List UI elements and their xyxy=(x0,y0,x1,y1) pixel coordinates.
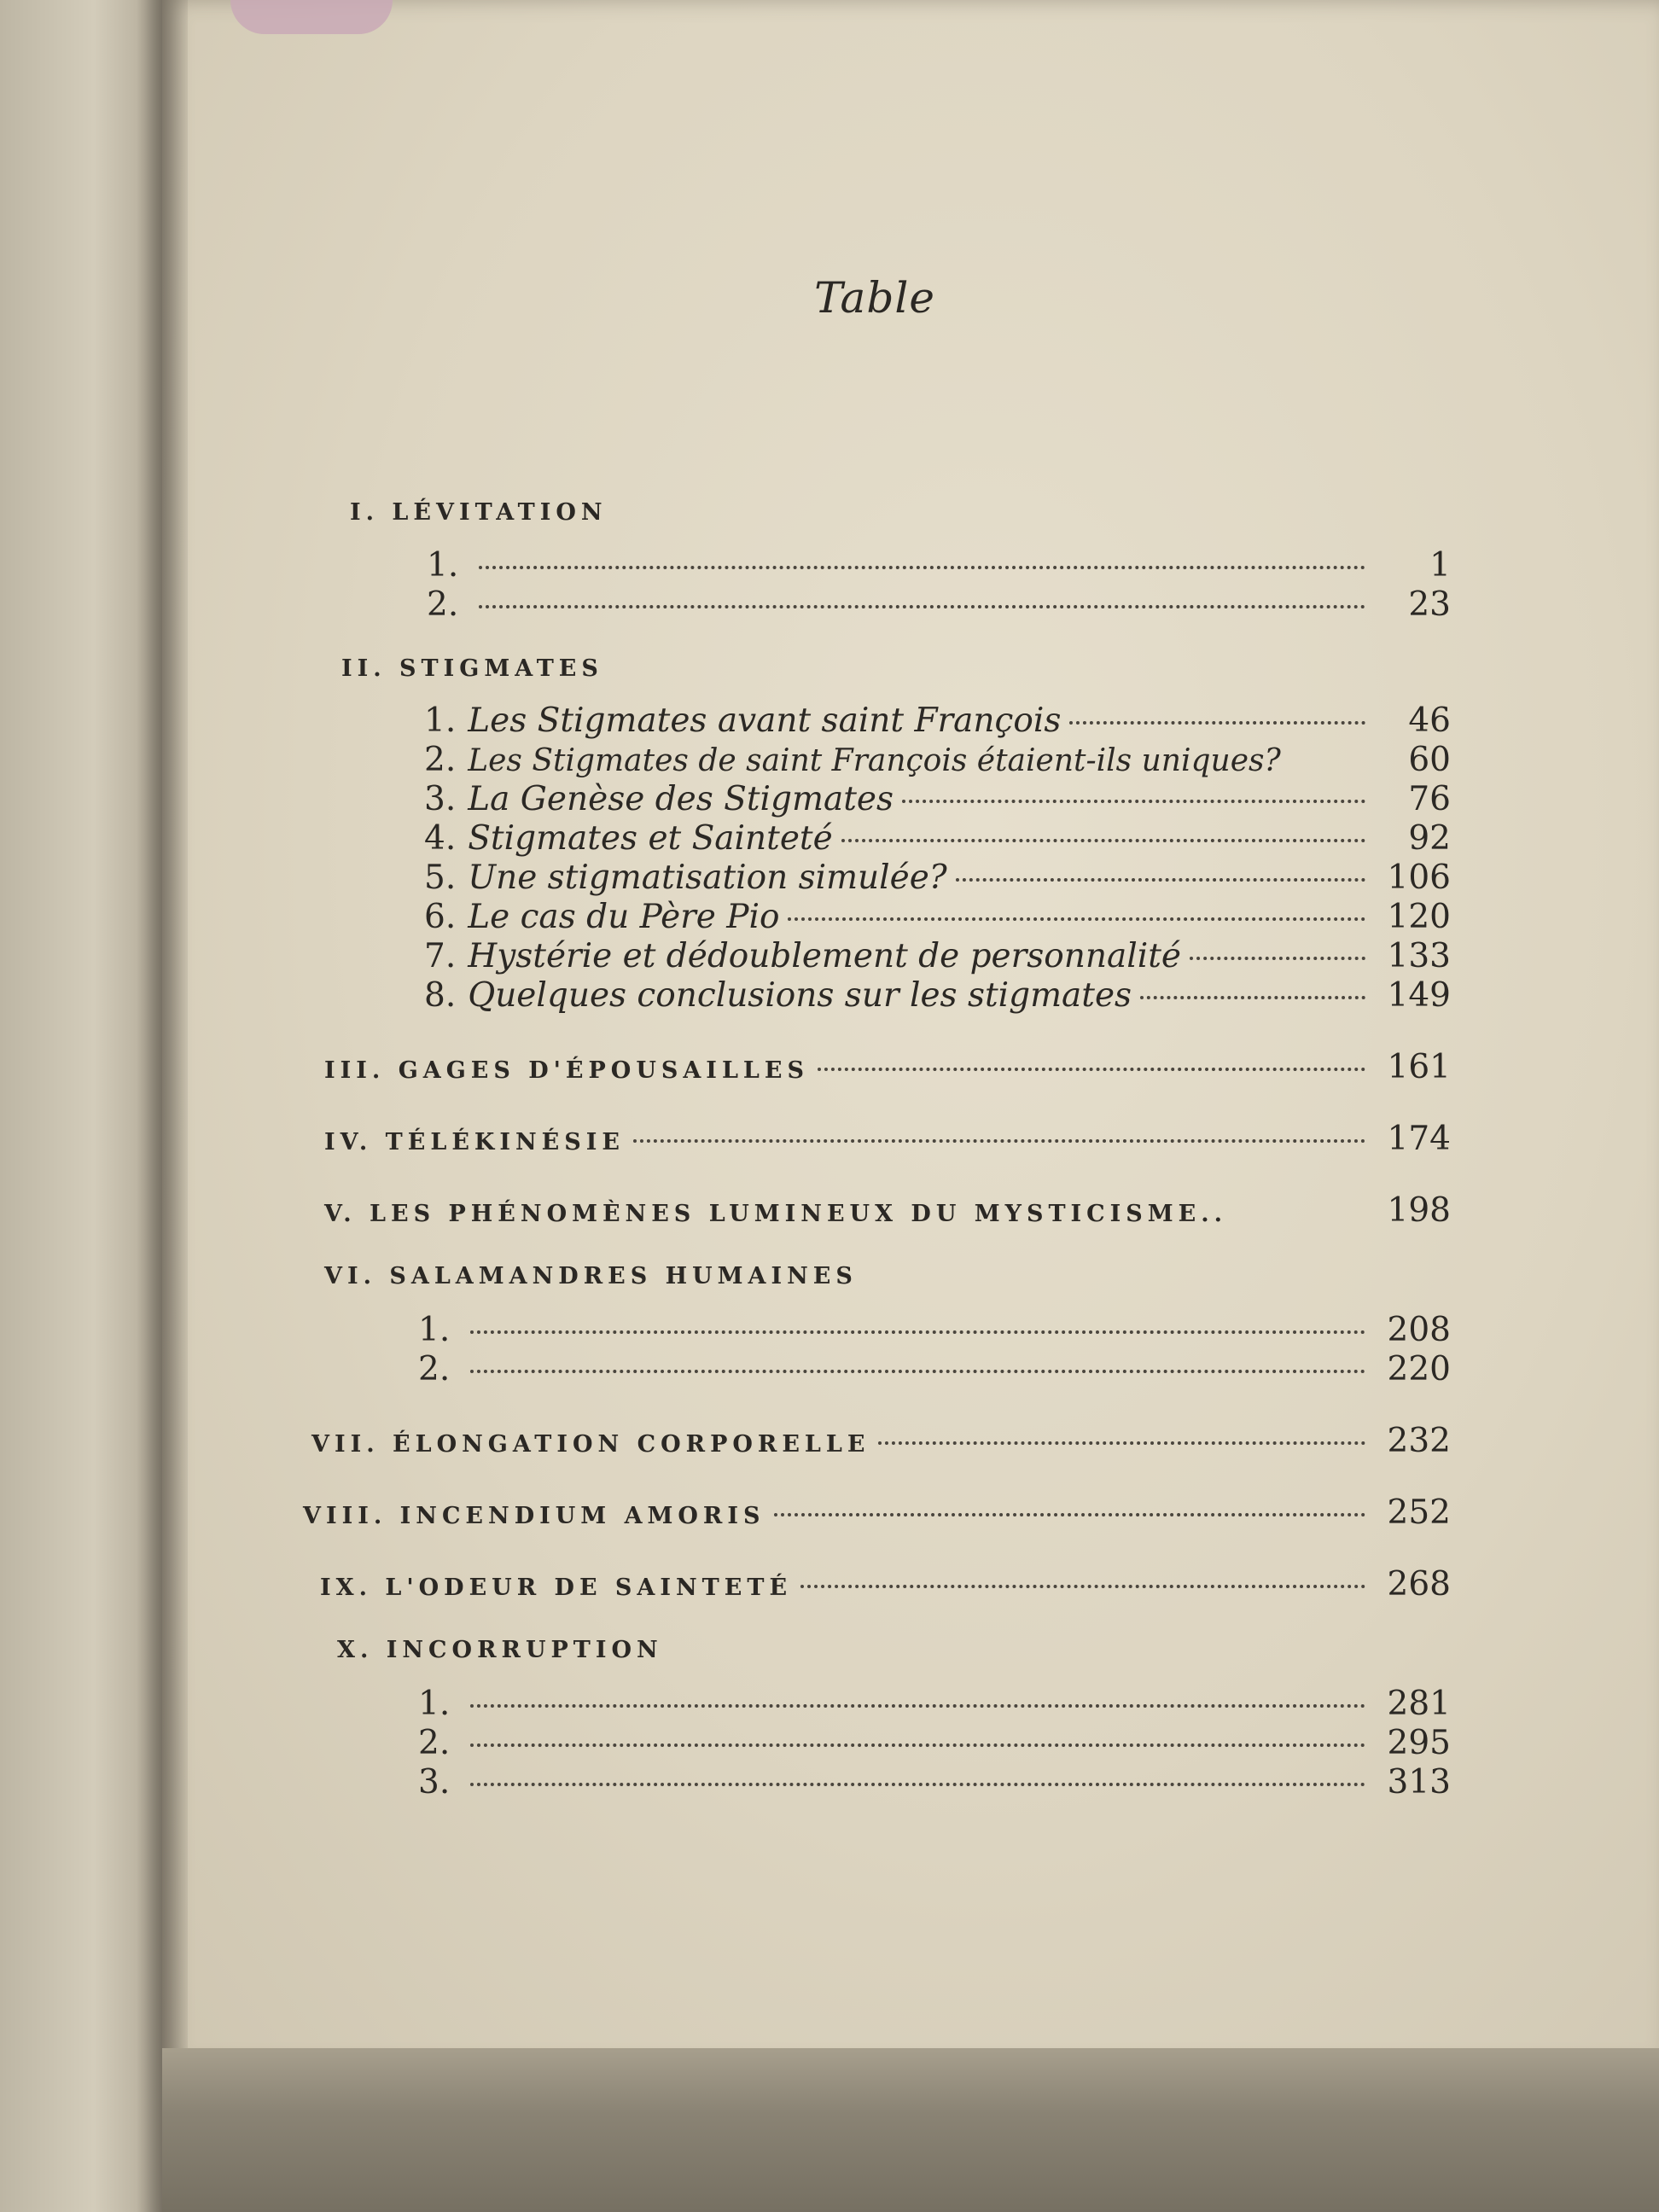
page-number: 76 xyxy=(1408,780,1451,818)
page-number: 60 xyxy=(1408,741,1451,779)
toc-chapter-9 xyxy=(320,1565,1451,1604)
dot-leader xyxy=(470,1743,1365,1747)
entry-title: Quelques conclusions sur les stigmates xyxy=(468,976,1132,1015)
page-number: 174 xyxy=(1387,1120,1451,1158)
page-number: 46 xyxy=(1408,701,1451,740)
chapter-heading: V. LES PHÉNOMÈNES LUMINEUX DU MYSTICISME.. xyxy=(324,1201,1228,1227)
entry-number: 4. xyxy=(424,819,457,858)
entry-number: 2. xyxy=(424,741,457,779)
entry-number: 2. xyxy=(418,1724,451,1762)
toc-chapter-8 xyxy=(303,1493,1451,1532)
chapter-heading: IV. TÉLÉKINÉSIE xyxy=(324,1129,625,1155)
dot-leader xyxy=(479,605,1365,608)
toc-entry xyxy=(427,585,1451,624)
dot-leader xyxy=(470,1330,1365,1334)
dot-leader xyxy=(633,1139,1365,1143)
toc-entry xyxy=(418,1685,1451,1723)
entry-title: Les Stigmates avant saint François xyxy=(468,701,1062,740)
toc-entry xyxy=(418,1311,1451,1349)
page-number: 133 xyxy=(1387,937,1451,975)
dot-leader xyxy=(1140,996,1365,999)
entry-number: 1. xyxy=(418,1685,451,1723)
toc-chapter-3 xyxy=(324,1048,1451,1086)
dot-leader xyxy=(956,878,1365,882)
toc-entry xyxy=(424,898,1451,936)
dot-leader xyxy=(1190,957,1365,960)
entry-number: 7. xyxy=(424,937,457,975)
page-number: 92 xyxy=(1408,819,1451,858)
entry-title: La Genèse des Stigmates xyxy=(468,780,894,818)
page-number: 198 xyxy=(1387,1191,1451,1230)
toc-entry xyxy=(418,1350,1451,1388)
toc-chapter-7 xyxy=(311,1422,1451,1460)
toc-chapter-4 xyxy=(324,1120,1451,1158)
entry-title: Stigmates et Sainteté xyxy=(468,819,833,858)
toc-chapter-1 xyxy=(350,499,1442,526)
toc-chapter-5 xyxy=(324,1191,1451,1230)
dot-leader xyxy=(902,800,1365,803)
entry-title: Les Stigmates de saint François étaient-ils uniques? xyxy=(468,743,1281,778)
entry-number: 8. xyxy=(424,976,457,1015)
page-number: 120 xyxy=(1387,898,1451,936)
toc-entry xyxy=(424,741,1451,779)
dot-leader xyxy=(470,1370,1365,1373)
toc-entry xyxy=(424,701,1451,740)
dot-leader xyxy=(800,1585,1365,1588)
page-number: 220 xyxy=(1387,1350,1451,1388)
page-number: 268 xyxy=(1387,1565,1451,1604)
entry-number: 1. xyxy=(418,1311,451,1349)
chapter-heading: VII. ÉLONGATION CORPORELLE xyxy=(311,1431,870,1458)
toc-entry xyxy=(424,819,1451,858)
toc-chapter-10 xyxy=(337,1637,1451,1663)
toc-entry xyxy=(418,1724,1451,1762)
entry-number: 1. xyxy=(424,701,457,740)
chapter-heading: VIII. INCENDIUM AMORIS xyxy=(303,1503,765,1529)
page-number: 208 xyxy=(1387,1311,1451,1349)
dot-leader xyxy=(470,1704,1365,1708)
toc-entry xyxy=(424,976,1451,1015)
page-number: 106 xyxy=(1387,859,1451,897)
page-number: 232 xyxy=(1387,1422,1451,1460)
entry-number: 6. xyxy=(424,898,457,936)
entry-number: 2. xyxy=(427,585,459,624)
entry-number: 3. xyxy=(418,1763,451,1802)
entry-title: Hystérie et dédoublement de personnalité xyxy=(468,937,1181,975)
chapter-heading: X. INCORRUPTION xyxy=(337,1637,663,1663)
page-number: 281 xyxy=(1387,1685,1451,1723)
dot-leader xyxy=(479,566,1365,569)
entry-number: 1. xyxy=(427,546,459,585)
page-title: Table xyxy=(814,273,935,323)
toc-chapter-2 xyxy=(341,655,1442,682)
page-number: 161 xyxy=(1387,1048,1451,1086)
toc-entry xyxy=(427,546,1451,585)
page-number: 313 xyxy=(1387,1763,1451,1802)
entry-number: 3. xyxy=(424,780,457,818)
toc-entry xyxy=(424,859,1451,897)
toc-entry xyxy=(424,937,1451,975)
page-number: 1 xyxy=(1429,546,1451,585)
entry-title: Une stigmatisation simulée? xyxy=(468,859,947,897)
toc-entry xyxy=(418,1763,1451,1802)
dot-leader xyxy=(841,839,1365,842)
dot-leader xyxy=(878,1441,1365,1445)
entry-title: Le cas du Père Pio xyxy=(468,898,780,936)
page-number: 23 xyxy=(1408,585,1451,624)
dot-leader xyxy=(470,1783,1365,1786)
dot-leader xyxy=(788,917,1365,921)
chapter-heading: IX. L'ODEUR DE SAINTETÉ xyxy=(320,1575,793,1601)
page-number: 149 xyxy=(1387,976,1451,1015)
toc-entry xyxy=(424,780,1451,818)
chapter-heading: III. GAGES D'ÉPOUSAILLES xyxy=(324,1057,809,1084)
chapter-heading: I. LÉVITATION xyxy=(350,499,608,526)
chapter-heading: II. STIGMATES xyxy=(341,655,603,682)
chapter-heading: VI. SALAMANDRES HUMAINES xyxy=(324,1263,858,1289)
dot-leader xyxy=(1069,721,1365,725)
page-number: 295 xyxy=(1387,1724,1451,1762)
entry-number: 5. xyxy=(424,859,457,897)
entry-number: 2. xyxy=(418,1350,451,1388)
dot-leader xyxy=(774,1513,1366,1516)
toc-chapter-6 xyxy=(324,1263,1451,1289)
page-number: 252 xyxy=(1387,1493,1451,1532)
dot-leader xyxy=(818,1068,1365,1071)
